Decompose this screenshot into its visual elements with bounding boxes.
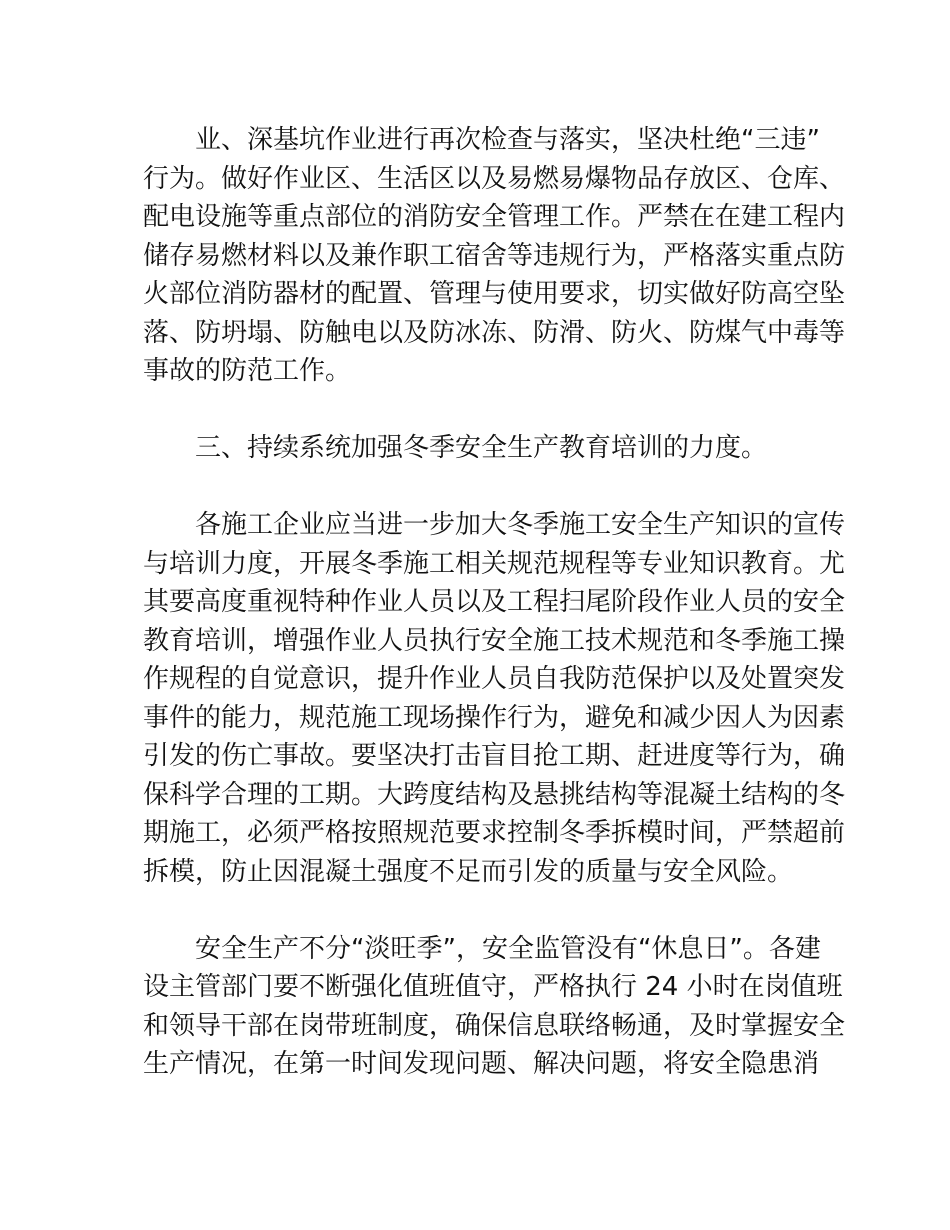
text-line: 储存易燃材料以及兼作职工宿舍等违规行为，严格落实重点防	[143, 240, 846, 271]
text-line: 和领导干部在岗带班制度，确保信息联络畅通，及时掌握安全	[143, 1010, 846, 1041]
text-line: 生产情况，在第一时间发现问题、解决问题，将安全隐患消	[143, 1049, 820, 1079]
text-line: 火部位消防器材的配置、管理与使用要求，切实做好防高空坠	[143, 279, 846, 309]
text-line: 教育培训，增强作业人员执行安全施工技术规范和冬季施工操	[143, 625, 846, 656]
text-line: 期施工，必须严格按照规范要求控制冬季拆模时间，严禁超前	[143, 818, 846, 848]
text-line: 配电设施等重点部位的消防安全管理工作。严禁在在建工程内	[143, 202, 846, 232]
text-line: 设主管部门要不断强化值班值守，严格执行 24 小时在岗值班	[143, 972, 843, 1002]
text-line: 与培训力度，开展冬季施工相关规范规程等专业知识教育。尤	[143, 548, 846, 579]
text-line: 引发的伤亡事故。要坚决打击盲目抢工期、赶进度等行为，确	[143, 741, 846, 771]
text-line: 其要高度重视特种作业人员以及工程扫尾阶段作业人员的安全	[143, 587, 846, 617]
text-line: 作规程的自觉意识，提升作业人员自我防范保护以及处置突发	[143, 664, 846, 694]
text-line: 拆模，防止因混凝土强度不足而引发的质量与安全风险。	[143, 856, 794, 887]
heading-text: 三、持续系统加强冬季安全生产教育培训的力度。	[195, 433, 768, 463]
section-heading-3	[143, 429, 809, 468]
document-page	[143, 121, 846, 1122]
paragraph-fire-safety	[143, 121, 846, 391]
paragraph-supervision	[143, 930, 846, 1084]
text-line: 业、深基坑作业进行再次检查与落实，坚决杜绝“三违”	[195, 125, 820, 155]
paragraph-training	[143, 506, 846, 891]
text-line: 事件的能力，规范施工现场操作行为，避免和减少因人为因素	[143, 702, 846, 733]
text-line: 各施工企业应当进一步加大冬季施工安全生产知识的宣传	[195, 510, 846, 540]
text-line: 行为。做好作业区、生活区以及易燃易爆物品存放区、仓库、	[143, 163, 846, 194]
text-line: 保科学合理的工期。大跨度结构及悬挑结构等混凝土结构的冬	[143, 779, 846, 810]
text-line: 事故的防范工作。	[143, 356, 352, 386]
text-line: 落、防坍塌、防触电以及防冰冻、防滑、防火、防煤气中毒等	[143, 317, 846, 348]
text-line: 安全生产不分“淡旺季”，安全监管没有“休息日”。各建	[195, 933, 821, 964]
